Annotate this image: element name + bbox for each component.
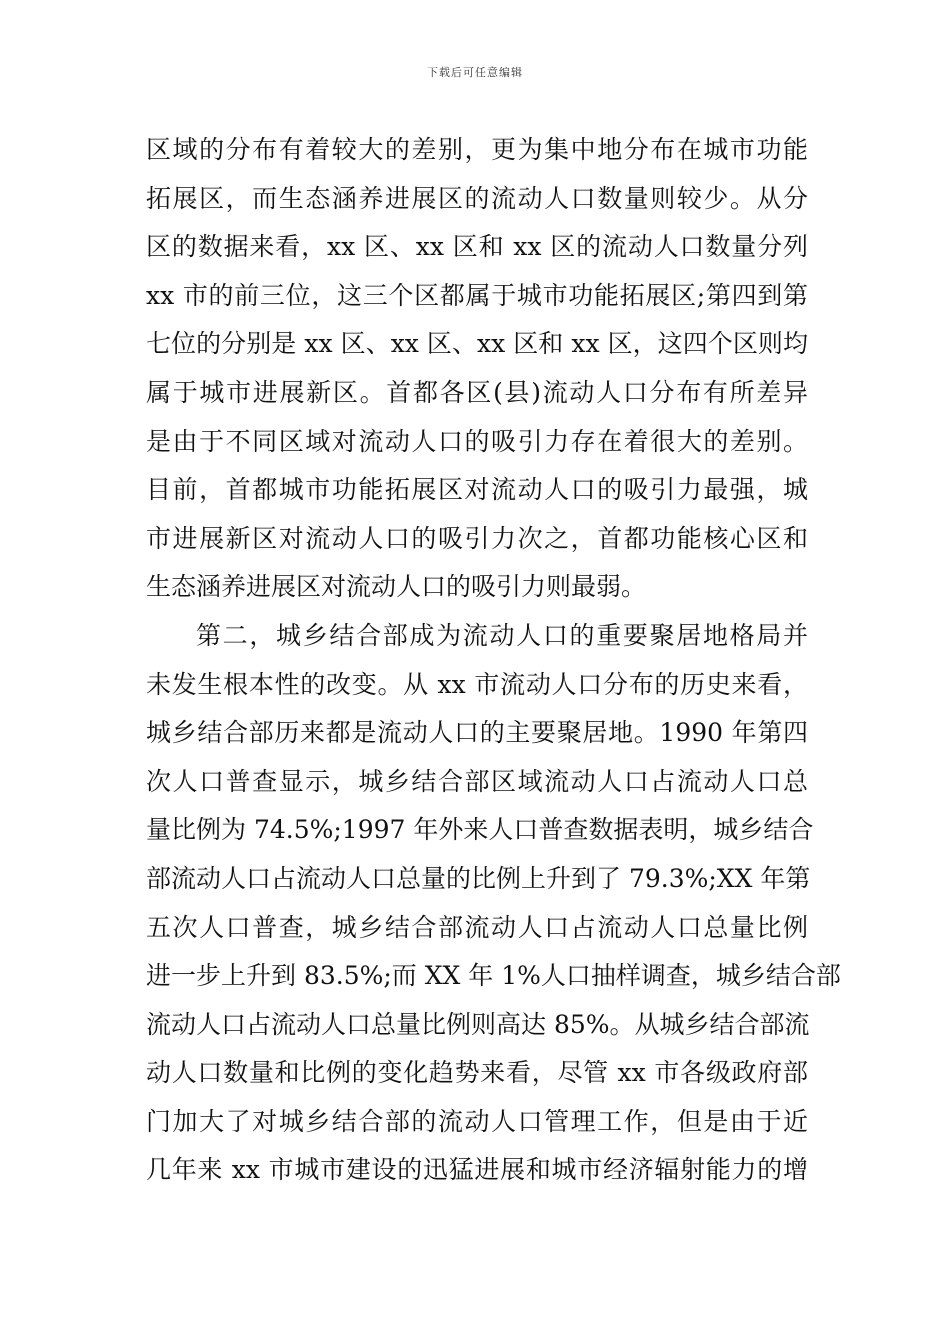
document-body (146, 126, 841, 1195)
text-line: 门加大了对城乡结合部的流动人口管理工作，但是由于近 (146, 1106, 808, 1136)
text-line: 流动人口占流动人口总量比例则高达 85%。从城乡结合部流 (146, 1009, 810, 1039)
text-line: 生态涵养进展区对流动人口的吸引力则最弱。 (146, 572, 647, 602)
text-line: 目前，首都城市功能拓展区对流动人口的吸引力最强，城 (146, 475, 808, 505)
text-line: 未发生根本性的改变。从 xx 市流动人口分布的历史来看， (146, 669, 808, 699)
text-line: 部流动人口占流动人口总量的比例上升到了 79.3%;XX 年第 (146, 863, 811, 893)
text-line: 城乡结合部历来都是流动人口的主要聚居地。1990 年第四 (146, 718, 808, 748)
text-line: xx 市的前三位，这三个区都属于城市功能拓展区;第四到第 (146, 280, 808, 310)
text-line: 量比例为 74.5%;1997 年外来人口普查数据表明，城乡结合 (146, 815, 814, 845)
page-header: 下载后可任意编辑 (427, 66, 523, 79)
text-line: 第二，城乡结合部成为流动人口的重要聚居地格局并 (196, 620, 808, 650)
text-line: 拓展区，而生态涵养进展区的流动人口数量则较少。从分 (146, 183, 808, 213)
paragraph-1 (146, 126, 808, 612)
paragraph-2 (146, 612, 841, 1195)
text-line: 动人口数量和比例的变化趋势来看，尽管 xx 市各级政府部 (146, 1058, 808, 1088)
text-line: 区域的分布有着较大的差别，更为集中地分布在城市功能 (146, 135, 808, 164)
text-line: 进一步上升到 83.5%;而 XX 年 1%人口抽样调查，城乡结合部 (146, 961, 841, 991)
text-line: 五次人口普查，城乡结合部流动人口占流动人口总量比例 (146, 912, 808, 942)
text-line: 市进展新区对流动人口的吸引力次之，首都功能核心区和 (146, 523, 808, 553)
text-line: 区的数据来看，xx 区、xx 区和 xx 区的流动人口数量分列 (146, 232, 808, 262)
text-line: 七位的分别是 xx 区、xx 区、xx 区和 xx 区，这四个区则均 (146, 329, 808, 359)
text-line: 次人口普查显示，城乡结合部区域流动人口占流动人口总 (146, 766, 808, 796)
text-line: 是由于不同区域对流动人口的吸引力存在着很大的差别。 (146, 426, 808, 456)
text-line: 几年来 xx 市城市建设的迅猛进展和城市经济辐射能力的增 (146, 1155, 808, 1185)
text-line: 属于城市进展新区。首都各区(县)流动人口分布有所差异 (146, 377, 808, 407)
